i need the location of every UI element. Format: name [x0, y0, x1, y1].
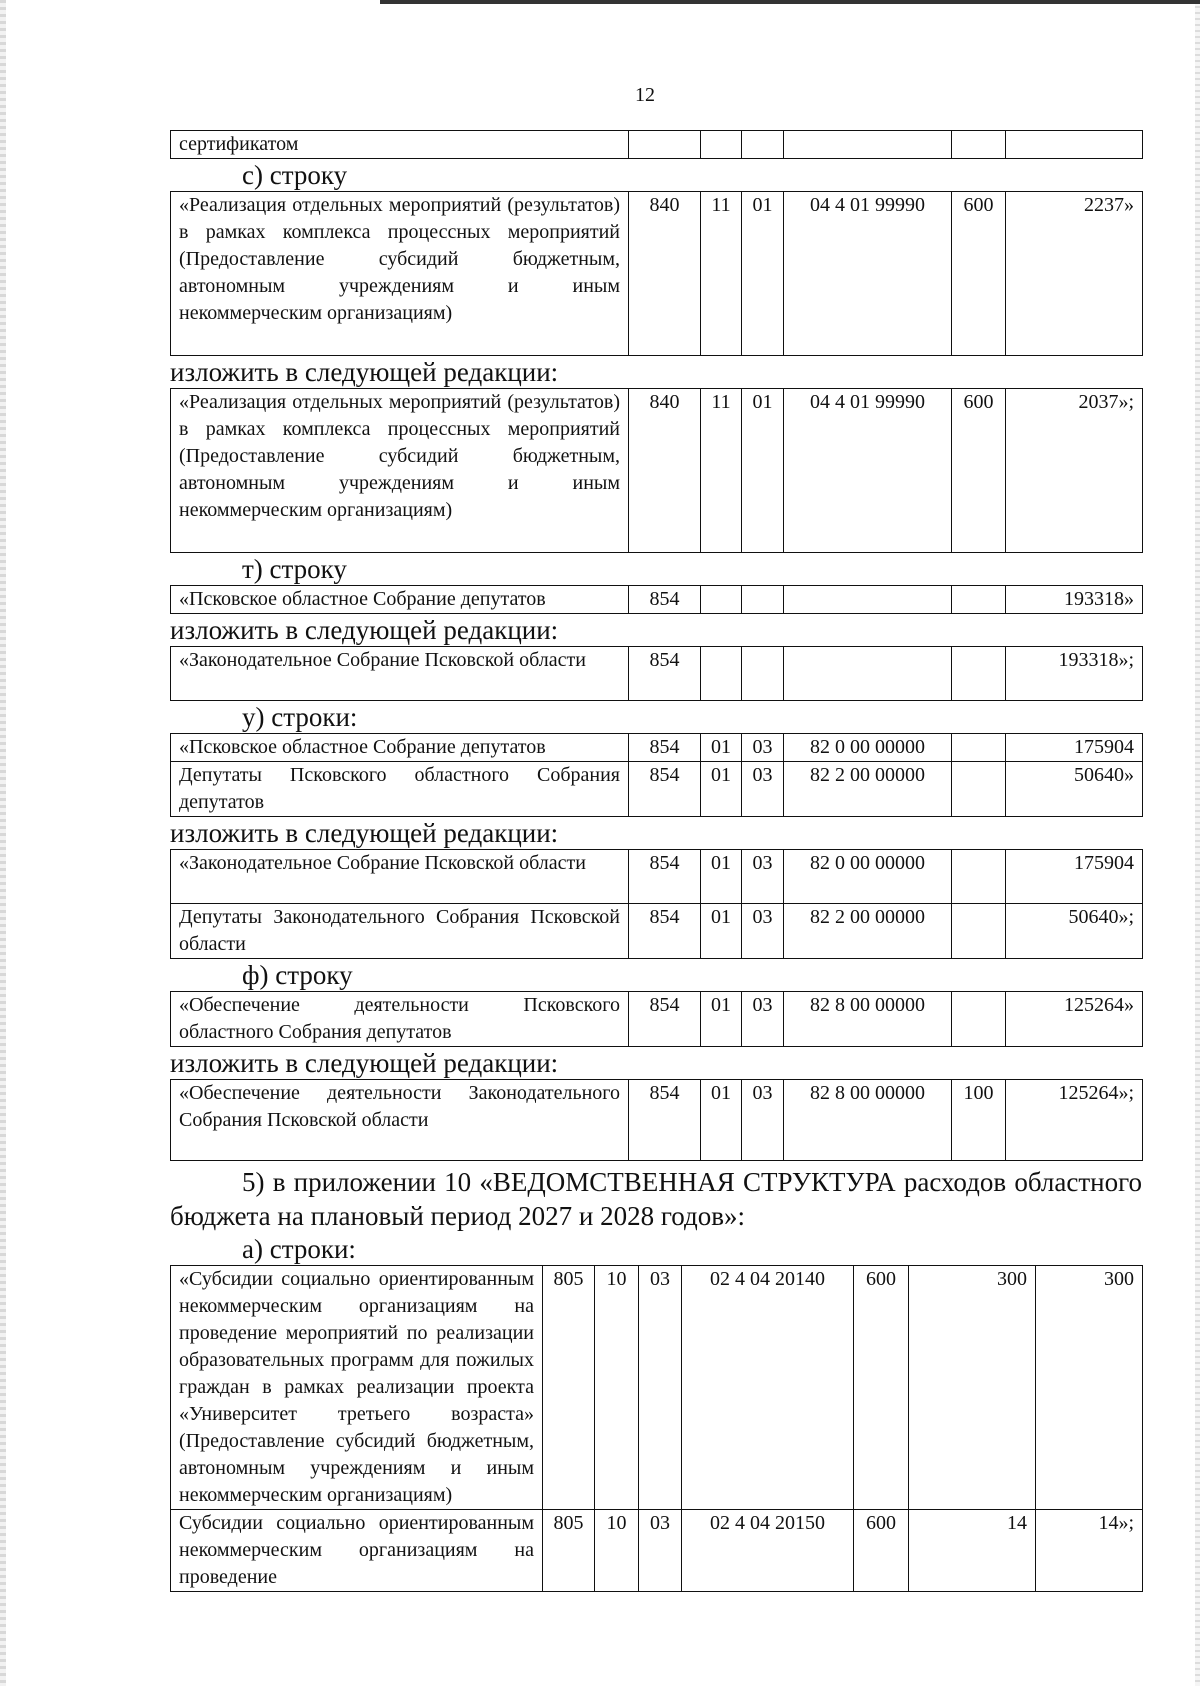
ved-cell: 805 — [543, 1510, 595, 1592]
sum-2028-cell: 14»; — [1036, 1510, 1143, 1592]
scan-edge-top — [380, 0, 1200, 4]
table-t-new — [170, 646, 1143, 701]
table-row — [171, 850, 1143, 904]
row-name-cell: «Обеспечение деятельности Псковского областного Собрания депутатов — [171, 992, 629, 1047]
rz-cell: 11 — [701, 192, 742, 356]
restate-label: изложить в следующей редакции: — [170, 1048, 559, 1078]
scan-edge-right — [1195, 0, 1200, 1686]
sum-2027-cell: 300 — [909, 1266, 1036, 1510]
sum-cell: 2237» — [1006, 192, 1143, 356]
csr-cell: 82 8 00 00000 — [784, 992, 952, 1047]
table-row — [171, 734, 1143, 762]
table-f-old — [170, 991, 1143, 1047]
table-u-old — [170, 733, 1143, 817]
page-number: 12 — [635, 84, 655, 106]
pr-cell: 03 — [742, 904, 784, 959]
pr-cell: 03 — [742, 1080, 784, 1161]
rz-cell: 11 — [701, 389, 742, 553]
table-row — [171, 131, 1143, 159]
table-row — [171, 1080, 1143, 1161]
row-name-cell: Депутаты Псковского областного Собрания депутатов — [171, 762, 629, 817]
ved-cell: 805 — [543, 1266, 595, 1510]
row-name-cell: «Законодательное Собрание Псковской области — [171, 647, 629, 701]
ved-cell: 854 — [629, 1080, 701, 1161]
rz-cell: 01 — [701, 992, 742, 1047]
table-row — [171, 647, 1143, 701]
rz-cell: 01 — [701, 734, 742, 762]
rz-cell: 01 — [701, 1080, 742, 1161]
rz-cell: 01 — [701, 904, 742, 959]
sum-2027-cell: 14 — [909, 1510, 1036, 1592]
sum-cell: 125264» — [1006, 992, 1143, 1047]
section-heading-s: с) строку — [242, 160, 348, 190]
row-name-cell: «Законодательное Собрание Псковской области — [171, 850, 629, 904]
table-row — [171, 389, 1143, 553]
rz-cell: 01 — [701, 850, 742, 904]
document-body — [170, 130, 1142, 1592]
row-name-cell: «Обеспечение деятельности Законодательного Собрания Псковской области — [171, 1080, 629, 1161]
sum-cell: 125264»; — [1006, 1080, 1143, 1161]
csr-cell: 02 4 04 20140 — [682, 1266, 854, 1510]
section-heading-a: а) строки: — [242, 1234, 356, 1264]
table-row — [171, 1266, 1143, 1510]
vr-cell — [952, 992, 1006, 1047]
restate-label: изложить в следующей редакции: — [170, 818, 559, 848]
table-row-top — [170, 130, 1143, 159]
pr-cell: 03 — [742, 734, 784, 762]
table-row — [171, 192, 1143, 356]
sum-cell: 50640» — [1006, 762, 1143, 817]
vr-cell: 100 — [952, 1080, 1006, 1161]
csr-cell: 82 2 00 00000 — [784, 762, 952, 817]
ved-cell: 854 — [629, 904, 701, 959]
table-row — [171, 1510, 1143, 1592]
pr-cell: 01 — [742, 389, 784, 553]
table-t-old — [170, 585, 1143, 614]
csr-cell: 82 0 00 00000 — [784, 734, 952, 762]
ved-cell: 854 — [629, 850, 701, 904]
table-row — [171, 762, 1143, 817]
csr-cell: 82 0 00 00000 — [784, 850, 952, 904]
table-s-new — [170, 388, 1143, 553]
vr-cell: 600 — [952, 389, 1006, 553]
vr-cell — [952, 762, 1006, 817]
table-row — [171, 992, 1143, 1047]
csr-cell: 02 4 04 20150 — [682, 1510, 854, 1592]
pr-cell: 03 — [742, 992, 784, 1047]
csr-cell: 82 8 00 00000 — [784, 1080, 952, 1161]
sum-cell: 2037»; — [1006, 389, 1143, 553]
row-name-cell: Субсидии социально ориентированным некоммерческим организациям на проведение — [171, 1510, 543, 1592]
section-heading-u: у) строки: — [242, 702, 358, 732]
row-name-cell: Депутаты Законодательного Собрания Псковской области — [171, 904, 629, 959]
rz-cell: 10 — [595, 1266, 639, 1510]
section-heading-t: т) строку — [242, 554, 347, 584]
table-s-old — [170, 191, 1143, 356]
sum-cell: 175904 — [1006, 850, 1143, 904]
ved-cell: 854 — [629, 734, 701, 762]
csr-cell: 82 2 00 00000 — [784, 904, 952, 959]
sum-cell: 193318» — [1006, 586, 1143, 614]
ved-cell: 840 — [629, 389, 701, 553]
section-heading-f: ф) строку — [242, 960, 353, 990]
row-name-cell: «Субсидии социально ориентированным некоммерческим организациям на проведение мероприятий по реализации образовательных программ для пожилых граждан в рамках реализации проекта «Университет третьего возраста» (Предоставление субсидий бюджетным, автономным учреждениям и иным некоммерческим организациям) — [171, 1266, 543, 1510]
ved-cell: 854 — [629, 647, 701, 701]
vr-cell: 600 — [854, 1266, 909, 1510]
pr-cell: 03 — [742, 762, 784, 817]
ved-cell: 854 — [629, 586, 701, 614]
scan-edge-left — [0, 0, 6, 1686]
csr-cell: 04 4 01 99990 — [784, 192, 952, 356]
vr-cell: 600 — [952, 192, 1006, 356]
restate-label: изложить в следующей редакции: — [170, 357, 559, 387]
sum-cell: 193318»; — [1006, 647, 1143, 701]
csr-cell: 04 4 01 99990 — [784, 389, 952, 553]
sum-cell: 50640»; — [1006, 904, 1143, 959]
row-name-cell: «Реализация отдельных мероприятий (результатов) в рамках комплекса процессных мероприятий (Предоставление субсидий бюджетным, автономным учреждениям и иным некоммерческим организациям) — [171, 192, 629, 356]
sum-cell: 175904 — [1006, 734, 1143, 762]
ved-cell: 854 — [629, 762, 701, 817]
pr-cell: 03 — [639, 1510, 682, 1592]
vr-cell — [952, 734, 1006, 762]
ved-cell: 854 — [629, 992, 701, 1047]
rz-cell: 01 — [701, 762, 742, 817]
ved-cell: 840 — [629, 192, 701, 356]
pr-cell: 03 — [742, 850, 784, 904]
table-u-new — [170, 849, 1143, 959]
table-row — [171, 586, 1143, 614]
vr-cell — [952, 850, 1006, 904]
paragraph-item-5: 5) в приложении 10 «ВЕДОМСТВЕННАЯ СТРУКТУРА расходов областного бюджета на плановый период 2027 и 2028 годов»: — [170, 1167, 1142, 1231]
row-name-cell: «Реализация отдельных мероприятий (результатов) в рамках комплекса процессных мероприятий (Предоставление субсидий бюджетным, автономным учреждениям и иным некоммерческим организациям) — [171, 389, 629, 553]
row-name-cell: «Псковское областное Собрание депутатов — [171, 734, 629, 762]
rz-cell: 10 — [595, 1510, 639, 1592]
pr-cell: 01 — [742, 192, 784, 356]
sum-2028-cell: 300 — [1036, 1266, 1143, 1510]
pr-cell: 03 — [639, 1266, 682, 1510]
vr-cell: 600 — [854, 1510, 909, 1592]
row-name-cell: сертификатом — [171, 131, 629, 159]
table-f-new — [170, 1079, 1143, 1161]
row-name-cell: «Псковское областное Собрание депутатов — [171, 586, 629, 614]
restate-label: изложить в следующей редакции: — [170, 615, 559, 645]
vr-cell — [952, 904, 1006, 959]
table-a-old — [170, 1265, 1143, 1592]
table-row — [171, 904, 1143, 959]
